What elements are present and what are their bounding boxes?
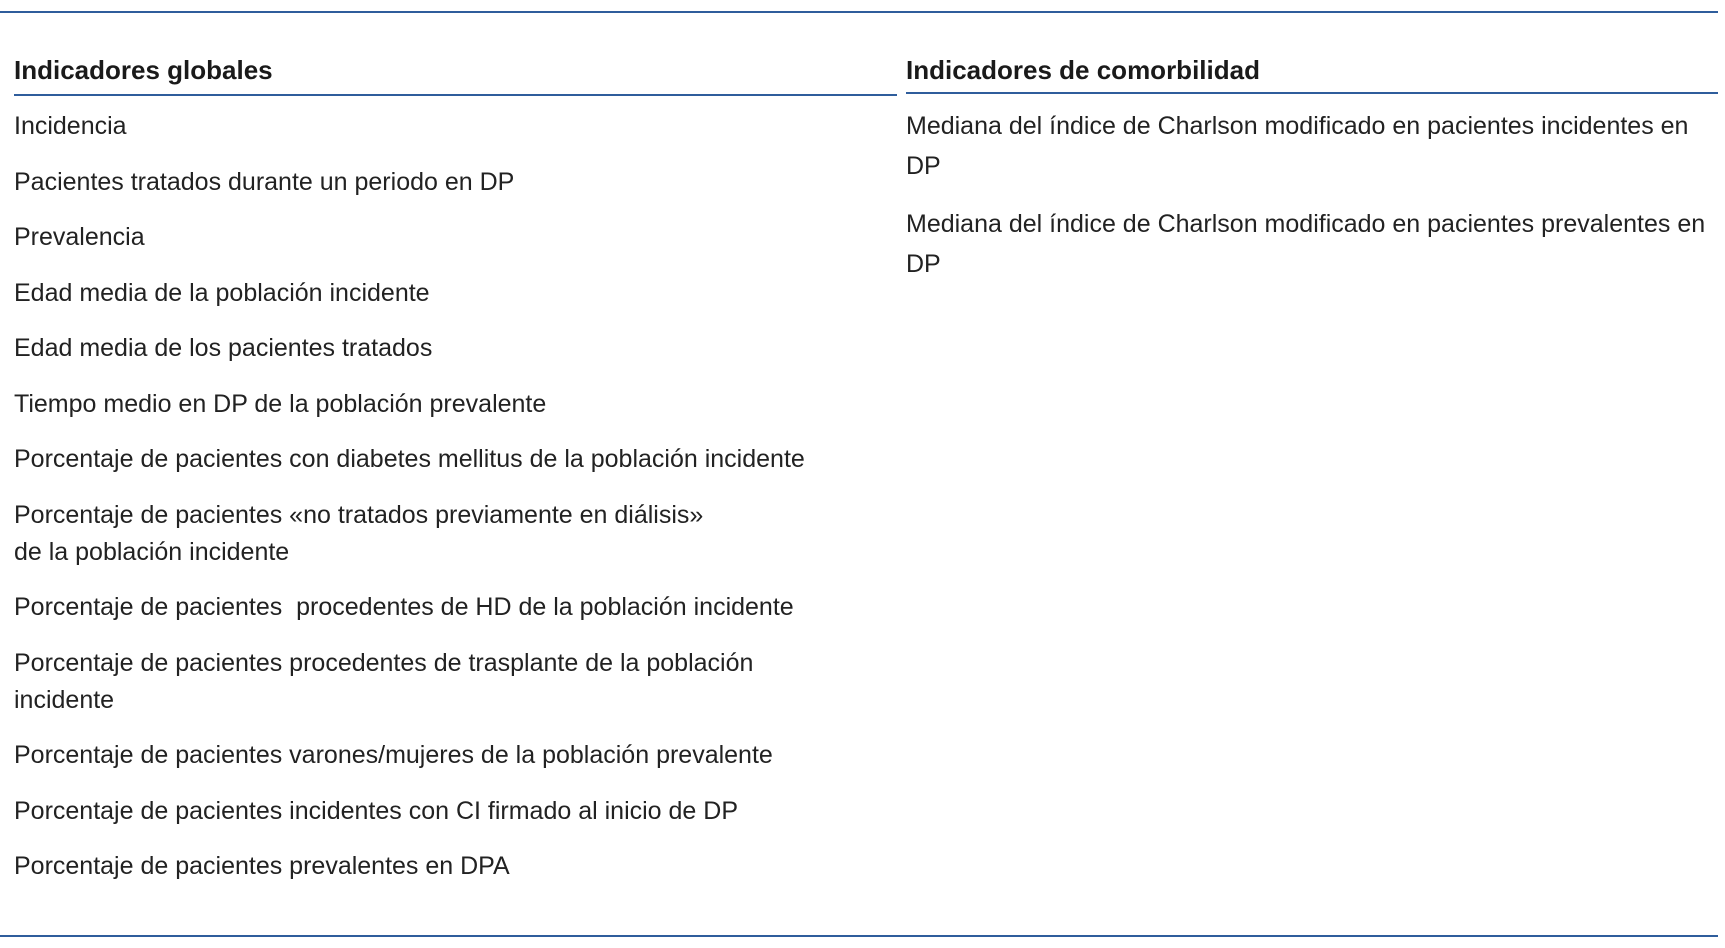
- list-item: Porcentaje de pacientes prevalentes en DPA: [14, 852, 510, 880]
- comorbidity-indicators-column: [906, 50, 1718, 302]
- list-item: Incidencia: [14, 112, 127, 140]
- list-item: Mediana del índice de Charlson modificado en pacientes prevalentes en DP: [906, 210, 1706, 278]
- list-item: Porcentaje de pacientes incidentes con CI firmado al inicio de DP: [14, 796, 739, 825]
- table-top-rule: [0, 11, 1718, 13]
- list-item: Porcentaje de pacientes varones/mujeres de la población prevalente: [14, 741, 773, 769]
- comorbidity-indicators-list: [906, 106, 1718, 284]
- list-item: Mediana del índice de Charlson modificado en pacientes incidentes en DP: [906, 112, 1689, 180]
- global-heading-rule: [14, 94, 897, 96]
- table-bottom-rule: [0, 935, 1718, 937]
- global-indicators-list: [14, 108, 884, 885]
- comorbidity-heading-rule: [906, 92, 1718, 94]
- list-item: Edad media de los pacientes tratados: [14, 334, 433, 362]
- list-item: Edad media de la población incidente: [14, 278, 430, 307]
- list-item: Pacientes tratados durante un periodo en DP: [14, 167, 515, 196]
- list-item: Prevalencia: [14, 223, 145, 251]
- comorbidity-indicators-heading: Indicadores de comorbilidad: [906, 55, 1260, 85]
- global-indicators-heading: Indicadores globales: [14, 55, 273, 85]
- global-indicators-column: [14, 50, 884, 904]
- list-item: Porcentaje de pacientes «no tratados previamente en diálisis» de la población incidente: [14, 500, 704, 566]
- list-item: Porcentaje de pacientes con diabetes mellitus de la población incidente: [14, 445, 805, 473]
- list-item: Porcentaje de pacientes procedentes de HD de la población incidente: [14, 593, 794, 621]
- list-item: Porcentaje de pacientes procedentes de trasplante de la población incidente: [14, 648, 754, 714]
- list-item: Tiempo medio en DP de la población prevalente: [14, 389, 547, 418]
